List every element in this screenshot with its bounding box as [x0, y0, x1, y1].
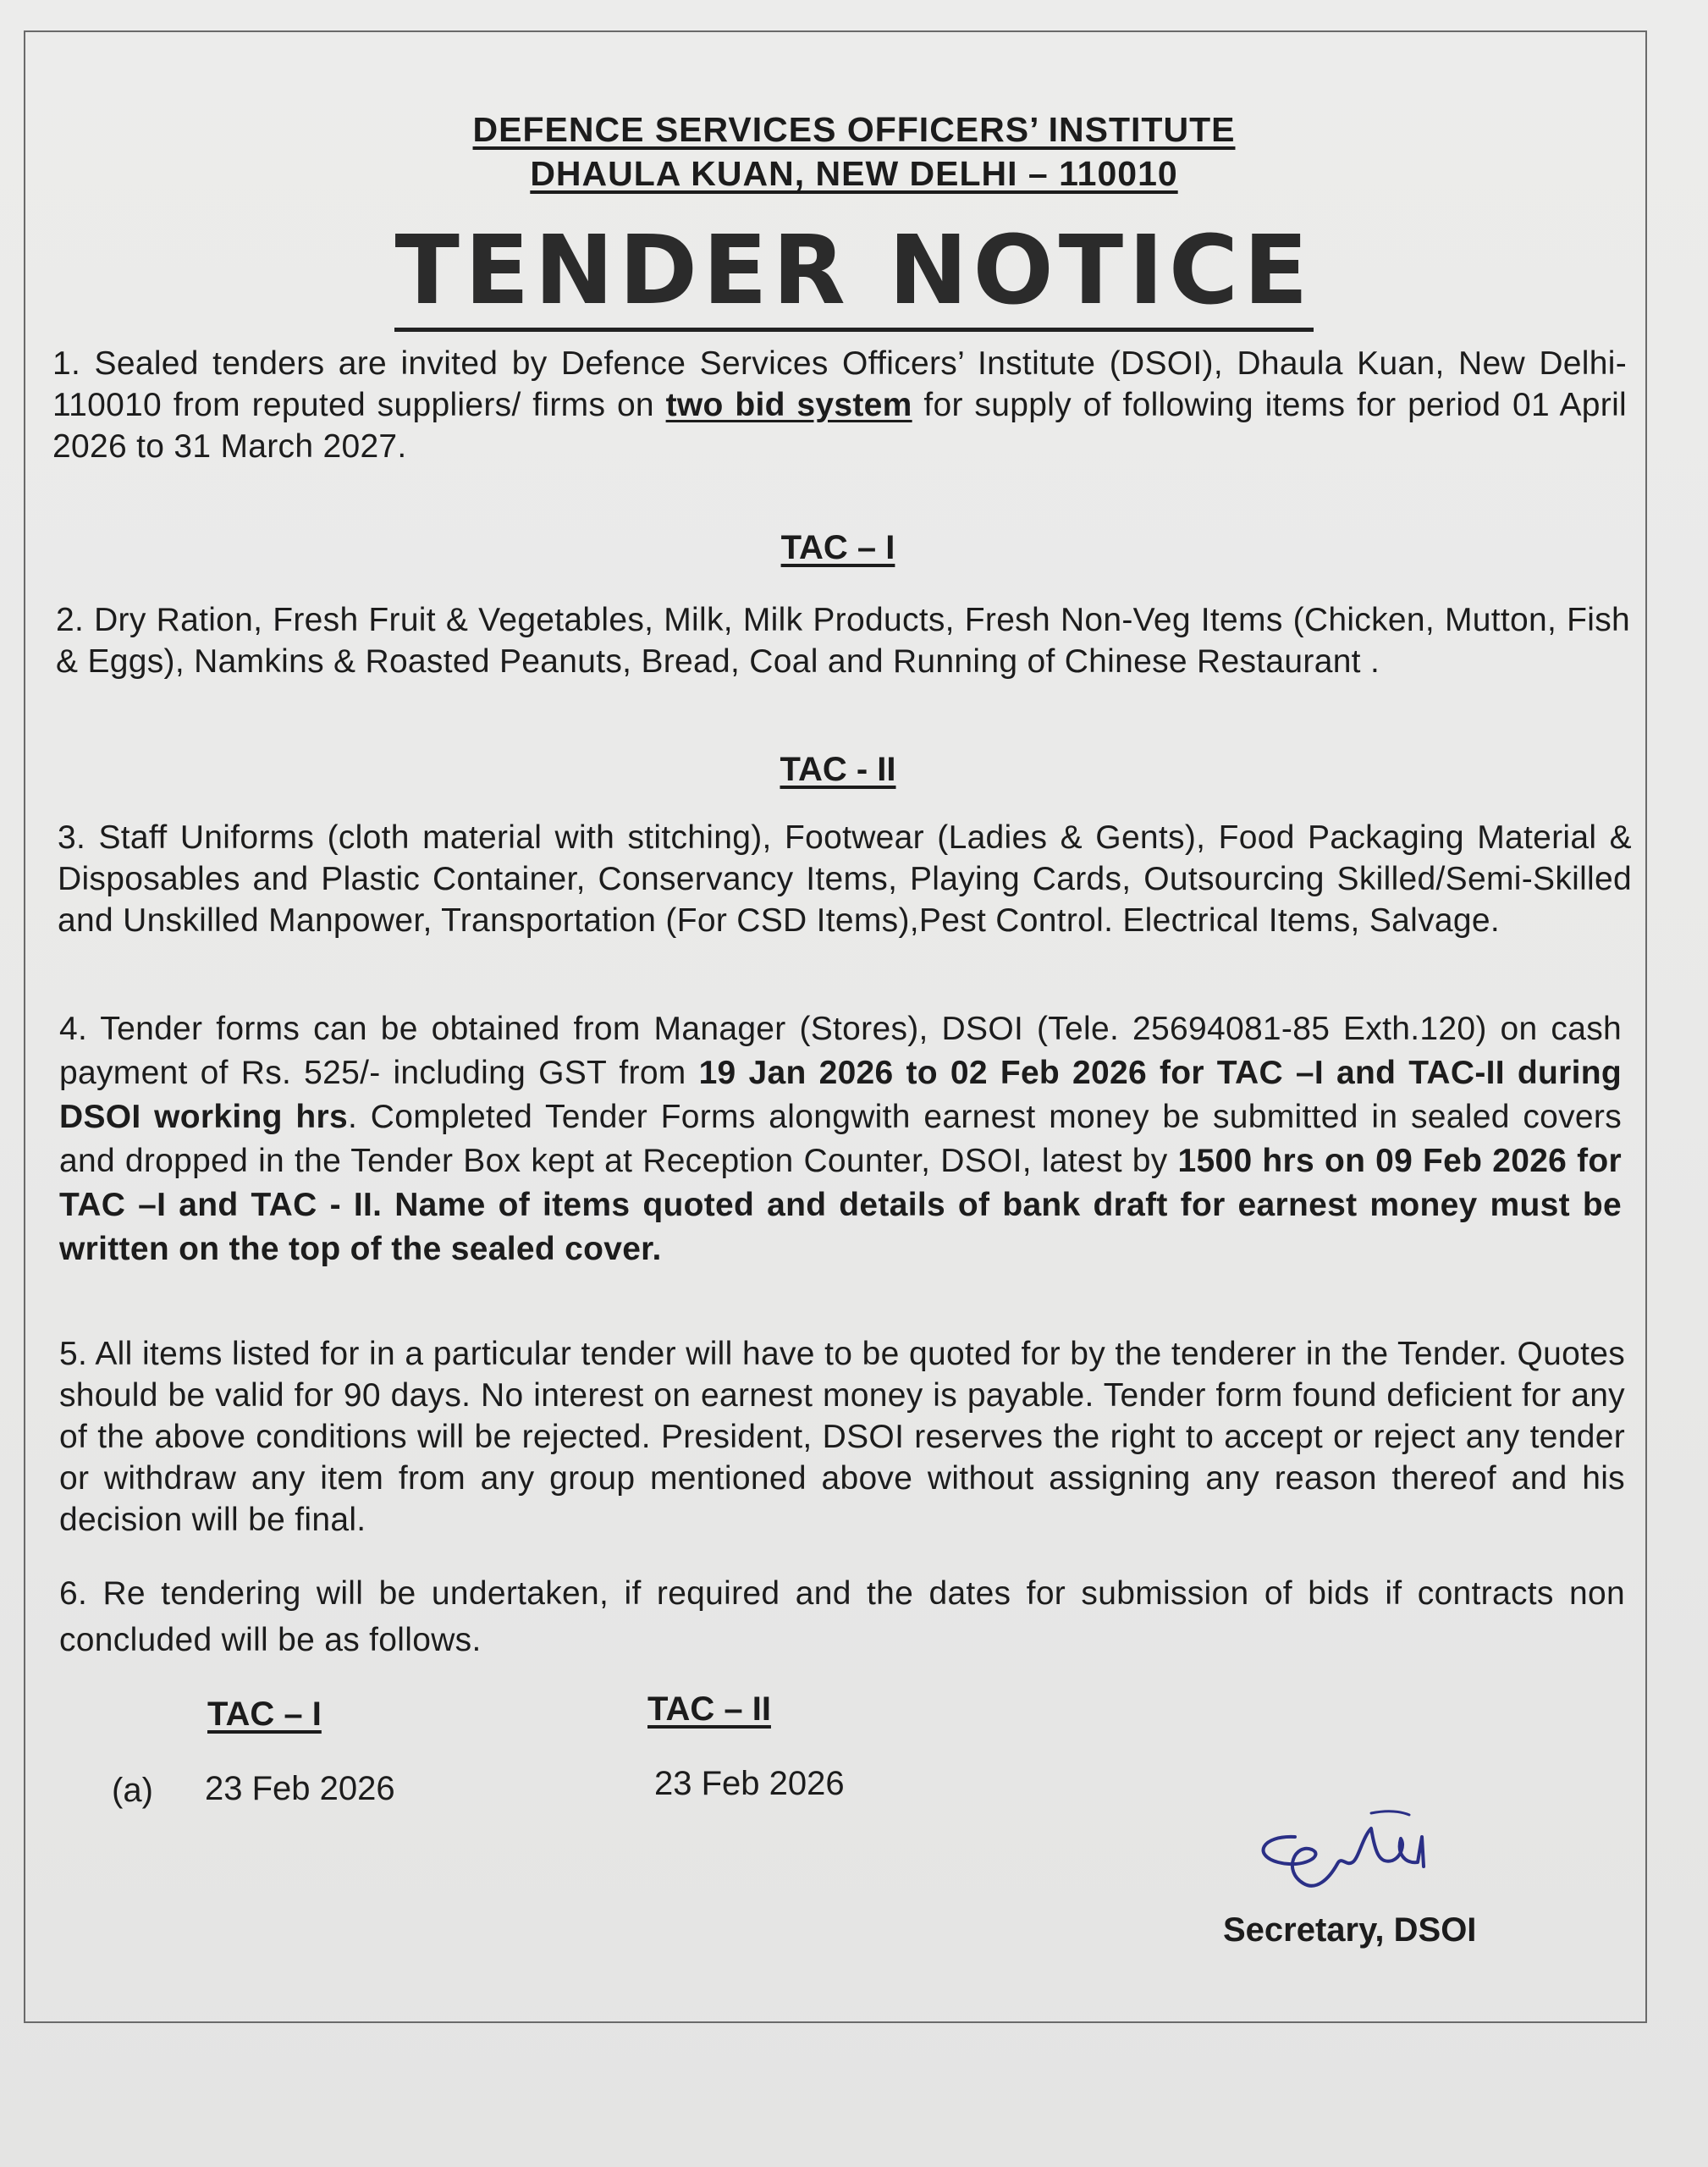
two-bid-system-text: two bid system: [665, 387, 912, 423]
retender-tac-2-date: 23 Feb 2026: [654, 1765, 845, 1802]
signature-image: [1244, 1803, 1464, 1905]
para4-text-a: 4. Tender forms can be obtained from Manager (Stores), DSOI (Tele. 25694081-85 Exth.120) on cash payment of Rs. 525/- including GST from: [59, 1011, 1622, 1091]
retender-tac-1-date: 23 Feb 2026: [205, 1770, 395, 1807]
org-name-text: DEFENCE SERVICES OFFICERS’ INSTITUTE: [472, 110, 1236, 149]
retender-row-label: (a): [112, 1772, 153, 1809]
retender-tac-2-heading: TAC – II: [647, 1690, 771, 1728]
para1-text-b: for supply of following items for period 01 April 2026 to 31 March 2027.: [52, 387, 1627, 465]
org-address-text: DHAULA KUAN, NEW DELHI – 110010: [530, 154, 1178, 193]
org-address-heading: [0, 154, 1708, 194]
tac-1-heading: TAC – I: [780, 529, 895, 566]
para4-issue-dates: 19 Jan 2026 to 02 Feb 2026 for TAC –I and TAC-II during DSOI working hrs: [59, 1055, 1622, 1135]
tender-notice-title-text: TENDER NOTICE: [394, 216, 1313, 332]
org-name-heading: [0, 110, 1708, 150]
tender-notice-title: [0, 216, 1708, 326]
paragraph-1: [52, 343, 1627, 467]
paragraph-3: 3. Staff Uniforms (cloth material with stitching), Footwear (Ladies & Gents), Food Packaging Material & Disposables and Plastic Container, Conservancy Items, Playing Cards, Outsourcing Skilled/Semi-Skilled and Unskilled Manpower, Transportation (For CSD Items),Pest Control. Electrical Items, Salvage.: [58, 819, 1632, 939]
paragraph-6: 6. Re tendering will be undertaken, if required and the dates for submission of bids if contracts non concluded will be as follows.: [59, 1575, 1625, 1658]
paragraph-4: [59, 1007, 1622, 1271]
signatory-title: Secretary, DSOI: [1223, 1911, 1477, 1949]
para4-submission-deadline: 1500 hrs on 09 Feb 2026 for TAC –I and TAC - II. Name of items quoted and details of bank draft for earnest money must be written on the top of the sealed cover.: [59, 1143, 1622, 1267]
para4-text-c: . Completed Tender Forms alongwith earnest money be submitted in sealed covers and dropped in the Tender Box kept at Reception Counter, DSOI, latest by: [59, 1099, 1622, 1179]
paragraph-5: 5. All items listed for in a particular tender will have to be quoted for by the tenderer in the Tender. Quotes should be valid for 90 days. No interest on earnest money is payable. Tender form found deficient for any of the above conditions will be rejected. President, DSOI reserves the right to accept or reject any tender or withdraw any item from any group mentioned above without assigning any reason thereof and his decision will be final.: [59, 1336, 1625, 1538]
paragraph-2: 2. Dry Ration, Fresh Fruit & Vegetables, Milk, Milk Products, Fresh Non-Veg Items (Chicken, Mutton, Fish & Eggs), Namkins & Roasted Peanuts, Bread, Coal and Running of Chinese Restaurant .: [56, 602, 1630, 680]
retender-tac-1-heading: TAC – I: [207, 1696, 322, 1733]
tac-2-heading: TAC - II: [780, 751, 896, 788]
para1-text-a: 1. Sealed tenders are invited by Defence Services Officers’ Institute (DSOI), Dhaula Kuan, New Delhi- 110010 from reputed suppliers/ firms on: [52, 345, 1627, 423]
